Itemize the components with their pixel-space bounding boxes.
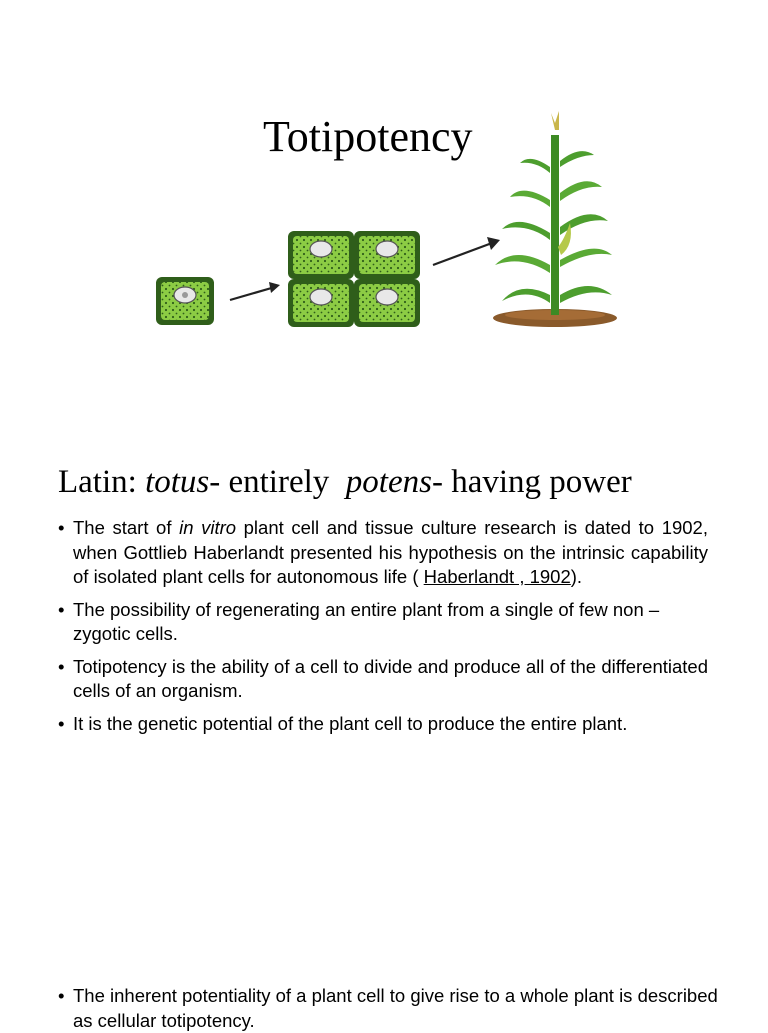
corn-plant-icon <box>493 111 617 327</box>
arrow-icon <box>433 237 500 265</box>
list-item <box>58 598 708 647</box>
bullet-text: The start of <box>73 517 180 538</box>
latin-word-totus: totus <box>145 464 210 500</box>
bullet-text: The possibility of regenerating an entire plant from a single of few non –zygotic cells. <box>73 598 660 644</box>
latin-definition <box>58 466 632 499</box>
latin-prefix: Latin: <box>58 464 146 500</box>
bullet-text: It is the genetic potential of the plant cell to produce the entire plant. <box>73 712 628 734</box>
list-item <box>58 712 708 737</box>
bullet-italic-term: in vitro <box>179 517 237 538</box>
bullet-text: ). <box>570 566 583 587</box>
latin-word-potens: potens <box>345 464 432 500</box>
latin-meaning-totus: - entirely <box>209 464 346 500</box>
list-item <box>58 655 708 704</box>
four-cell-cluster-icon <box>288 231 420 327</box>
list-item <box>58 516 708 590</box>
bullet-list <box>58 516 708 744</box>
bottom-bullet: • The inherent potentiality of a plant cell to give rise to a whole plant is described as cellular totipotency. <box>58 984 723 1033</box>
totipotency-illustration <box>150 105 620 335</box>
bullet-text: Totipotency is the ability of a cell to divide and produce all of the differentiated cells of an organism. <box>73 655 708 701</box>
single-cell-icon <box>156 277 214 325</box>
arrow-icon <box>230 282 280 300</box>
page-title: Totipotency <box>263 112 473 161</box>
citation-link[interactable]: Haberlandt , 1902 <box>423 566 571 587</box>
latin-meaning-potens: - having power <box>431 464 632 500</box>
bullet-text: plant cell and tissue culture research is dated to 1902, when Gottlieb Haberlandt presented his hypothesis on the intrinsic capability of isolated plant cells for autonomous life ( <box>73 517 708 587</box>
